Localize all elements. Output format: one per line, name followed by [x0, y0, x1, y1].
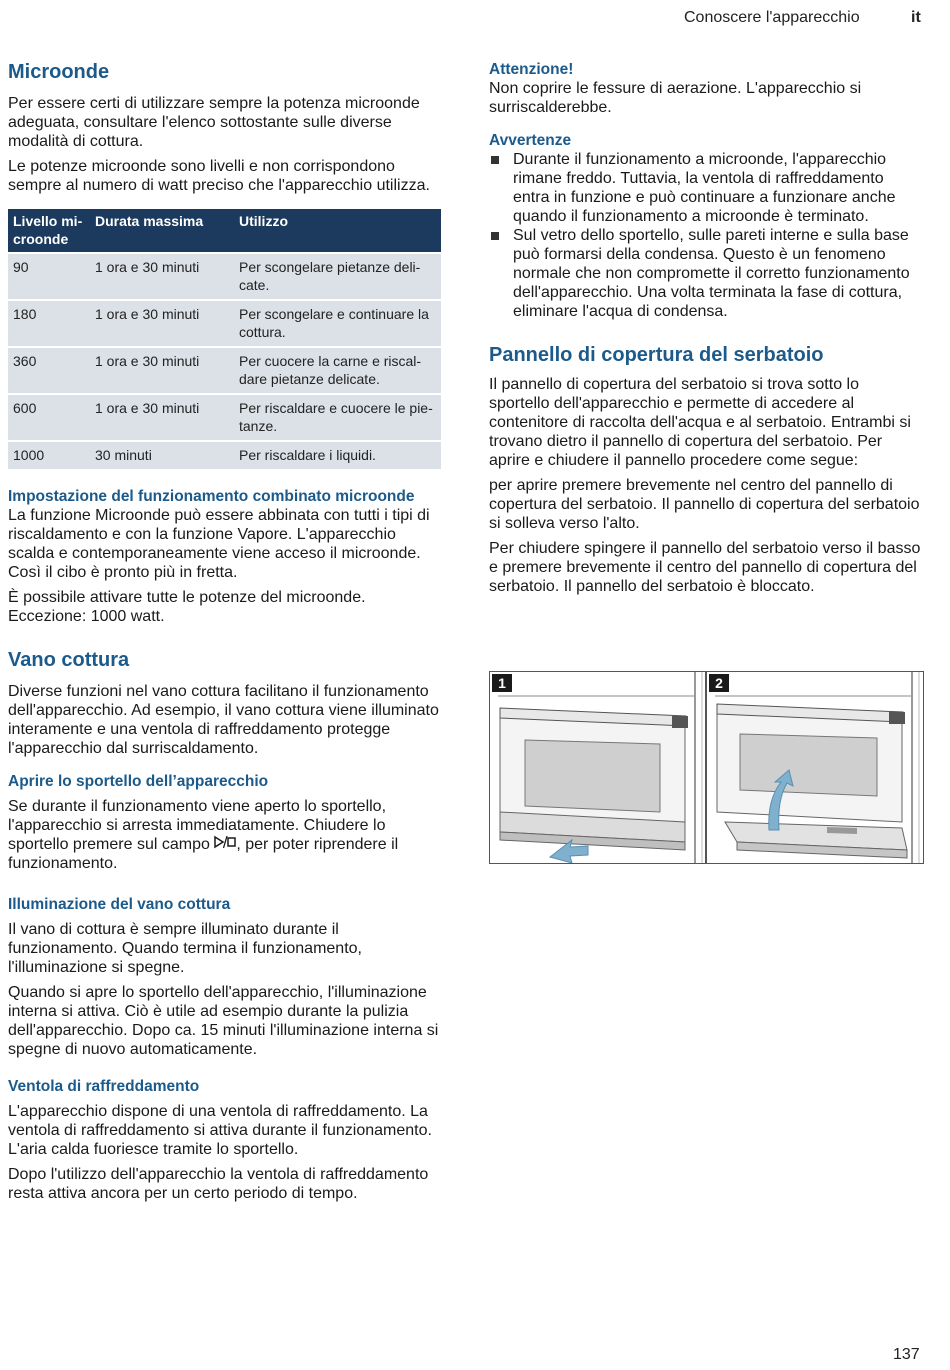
page-number: 137 — [893, 1346, 920, 1363]
paragraph-ventola-1: L'apparecchio dispone di una ventola di raffreddamento. La ventola di raffreddamento si attiva durante il funzionamento. L'aria calda fuoriesce tramite lo sportello. — [8, 1103, 432, 1158]
avvertenze-list — [489, 150, 923, 321]
table-cell-livello: 360 — [8, 347, 90, 394]
table-cell-utilizzo: Per riscaldare i liquidi. — [234, 441, 441, 469]
heading-pannello: Pannello di copertura del serbatoio — [489, 344, 824, 366]
heading-microonde: Microonde — [8, 61, 110, 83]
list-item — [489, 226, 923, 321]
table-row — [8, 253, 441, 300]
paragraph-illuminazione-2: Quando si apre lo sportello dell'apparecchio, l'illuminazione interna si attiva. Ciò è utile ad esempio durante la pulizia dell'apparecchio. Dopo ca. 15 minuti l'illuminazione interna si spegne di nuovo automaticamente. — [8, 984, 439, 1058]
illustration-panel — [489, 671, 923, 862]
table-cell-utilizzo: Per riscaldare e cuocere le pie-tanze. — [234, 394, 441, 441]
table-cell-durata: 1 ora e 30 minuti — [90, 300, 234, 347]
table-header-livello: Livello mi-croonde — [8, 209, 90, 253]
list-item-text: Sul vetro dello sportello, sulle pareti interne e sulla base può formarsi della condensa. Questo è un fenomeno normale che non compromette il corretto funzionamento dell'apparecchio. Una volta terminata la fase di cottura, eliminare l'acqua di condensa. — [513, 227, 910, 320]
list-item — [489, 150, 923, 226]
heading-funzionamento-combinato: Impostazione del funzionamento combinato microonde — [8, 488, 415, 505]
heading-attenzione: Attenzione! — [489, 61, 574, 78]
start-stop-icon — [214, 835, 236, 854]
table-cell-durata: 30 minuti — [90, 441, 234, 469]
sportello-text-pre: Se durante il funzionamento viene aperto lo sportello, l'apparecchio si arresta immediatamente. Chiudere lo sportello premere sul campo — [8, 798, 387, 853]
paragraph-illuminazione-1: Il vano di cottura è sempre illuminato durante il funzionamento. Quando termina il funzionamento, l'illuminazione si spegne. — [8, 921, 362, 976]
table-header-row — [8, 209, 441, 253]
list-item-text: Durante il funzionamento a microonde, l'apparecchio rimane freddo. Tuttavia, la ventola di raffreddamento entra in funzione e può continuare a funzionare anche quando il funzionamento a microonde è terminato. — [513, 151, 896, 225]
table-header-durata: Durata massima — [90, 209, 234, 253]
table-cell-utilizzo: Per cuocere la carne e riscal-dare pietanze delicate. — [234, 347, 441, 394]
heading-illuminazione: Illuminazione del vano cottura — [8, 896, 231, 913]
bullet-square-icon — [491, 232, 499, 240]
paragraph-combinato-2: È possibile attivare tutte le potenze del microonde. Eccezione: 1000 watt. — [8, 589, 366, 625]
paragraph-combinato-1: La funzione Microonde può essere abbinata con tutti i tipi di riscaldamento e con la funzione Vapore. L'apparecchio scalda e contemporaneamente viene acceso il microonde. Così il cibo è pronto più in fretta. — [8, 507, 430, 581]
paragraph-microonde-1: Per essere certi di utilizzare sempre la potenza microonde adeguata, consultare l'elenco sottostante sulle diverse modalità di cottura. — [8, 95, 420, 150]
table-cell-livello: 90 — [8, 253, 90, 300]
figure-number-2: 2 — [709, 674, 729, 692]
table-row — [8, 347, 441, 394]
table-row — [8, 441, 441, 469]
table-cell-durata: 1 ora e 30 minuti — [90, 394, 234, 441]
bullet-square-icon — [491, 156, 499, 164]
paragraph-microonde-2: Le potenze microonde sono livelli e non corrispondono sempre al numero di watt preciso che l'apparecchio utilizza. — [8, 158, 430, 194]
paragraph-pannello-2: per aprire premere brevemente nel centro del pannello di copertura del serbatoio. Il pannello di copertura del serbatoio si solleva verso l'alto. — [489, 477, 920, 532]
paragraph-pannello-3: Per chiudere spingere il pannello del serbatoio verso il basso e premere brevemente il centro del pannello di copertura del serbatoio. Il pannello del serbatoio è bloccato. — [489, 540, 921, 595]
table-cell-livello: 1000 — [8, 441, 90, 469]
oven-door-push-illustration — [490, 672, 705, 863]
table-row — [8, 394, 441, 441]
table-cell-durata: 1 ora e 30 minuti — [90, 347, 234, 394]
microwave-power-table — [8, 209, 441, 469]
sportello-text-post: , per poter riprendere il funzionamento. — [8, 836, 399, 872]
paragraph-attenzione: Non coprire le fessure di aerazione. L'apparecchio si surriscalderebbe. — [489, 80, 862, 116]
heading-vano-cottura: Vano cottura — [8, 649, 130, 671]
figure-2-panel-raised — [706, 671, 924, 864]
running-header-section: Conoscere l'apparecchio — [684, 9, 860, 26]
table-cell-utilizzo: Per scongelare e continuare la cottura. — [234, 300, 441, 347]
right-column — [489, 60, 923, 596]
running-header-language: it — [911, 9, 921, 26]
table-row — [8, 300, 441, 347]
paragraph-sportello-1 — [8, 797, 440, 873]
table-cell-durata: 1 ora e 30 minuti — [90, 253, 234, 300]
table-cell-utilizzo: Per scongelare pietanze deli-cate. — [234, 253, 441, 300]
table-cell-livello: 600 — [8, 394, 90, 441]
paragraph-pannello-1: Il pannello di copertura del serbatoio si trova sotto lo sportello dell'apparecchio e permette di accedere al contenitore di raccolta dell'acqua e al serbatoio. Entrambi si trovano dietro il pannello di copertura del serbatoio. Per aprire e chiudere il pannello procedere come segue: — [489, 376, 911, 469]
table-cell-livello: 180 — [8, 300, 90, 347]
heading-ventola: Ventola di raffreddamento — [8, 1078, 200, 1095]
figure-1-open-panel — [489, 671, 706, 864]
heading-aprire-sportello: Aprire lo sportello dell’apparecchio — [8, 773, 269, 790]
table-header-utilizzo: Utilizzo — [234, 209, 441, 253]
paragraph-ventola-2: Dopo l'utilizzo dell'apparecchio la ventola di raffreddamento resta attiva ancora per un certo periodo di tempo. — [8, 1166, 429, 1202]
oven-panel-raised-illustration — [707, 672, 923, 863]
left-column — [8, 60, 440, 1203]
paragraph-vano-1: Diverse funzioni nel vano cottura facilitano il funzionamento dell'apparecchio. Ad esempio, il vano cottura viene illuminato interamente e una ventola di raffreddamento protegge l'apparecchio dal surriscaldamento. — [8, 683, 439, 757]
figure-number-1: 1 — [492, 674, 512, 692]
heading-avvertenze: Avvertenze — [489, 132, 572, 149]
